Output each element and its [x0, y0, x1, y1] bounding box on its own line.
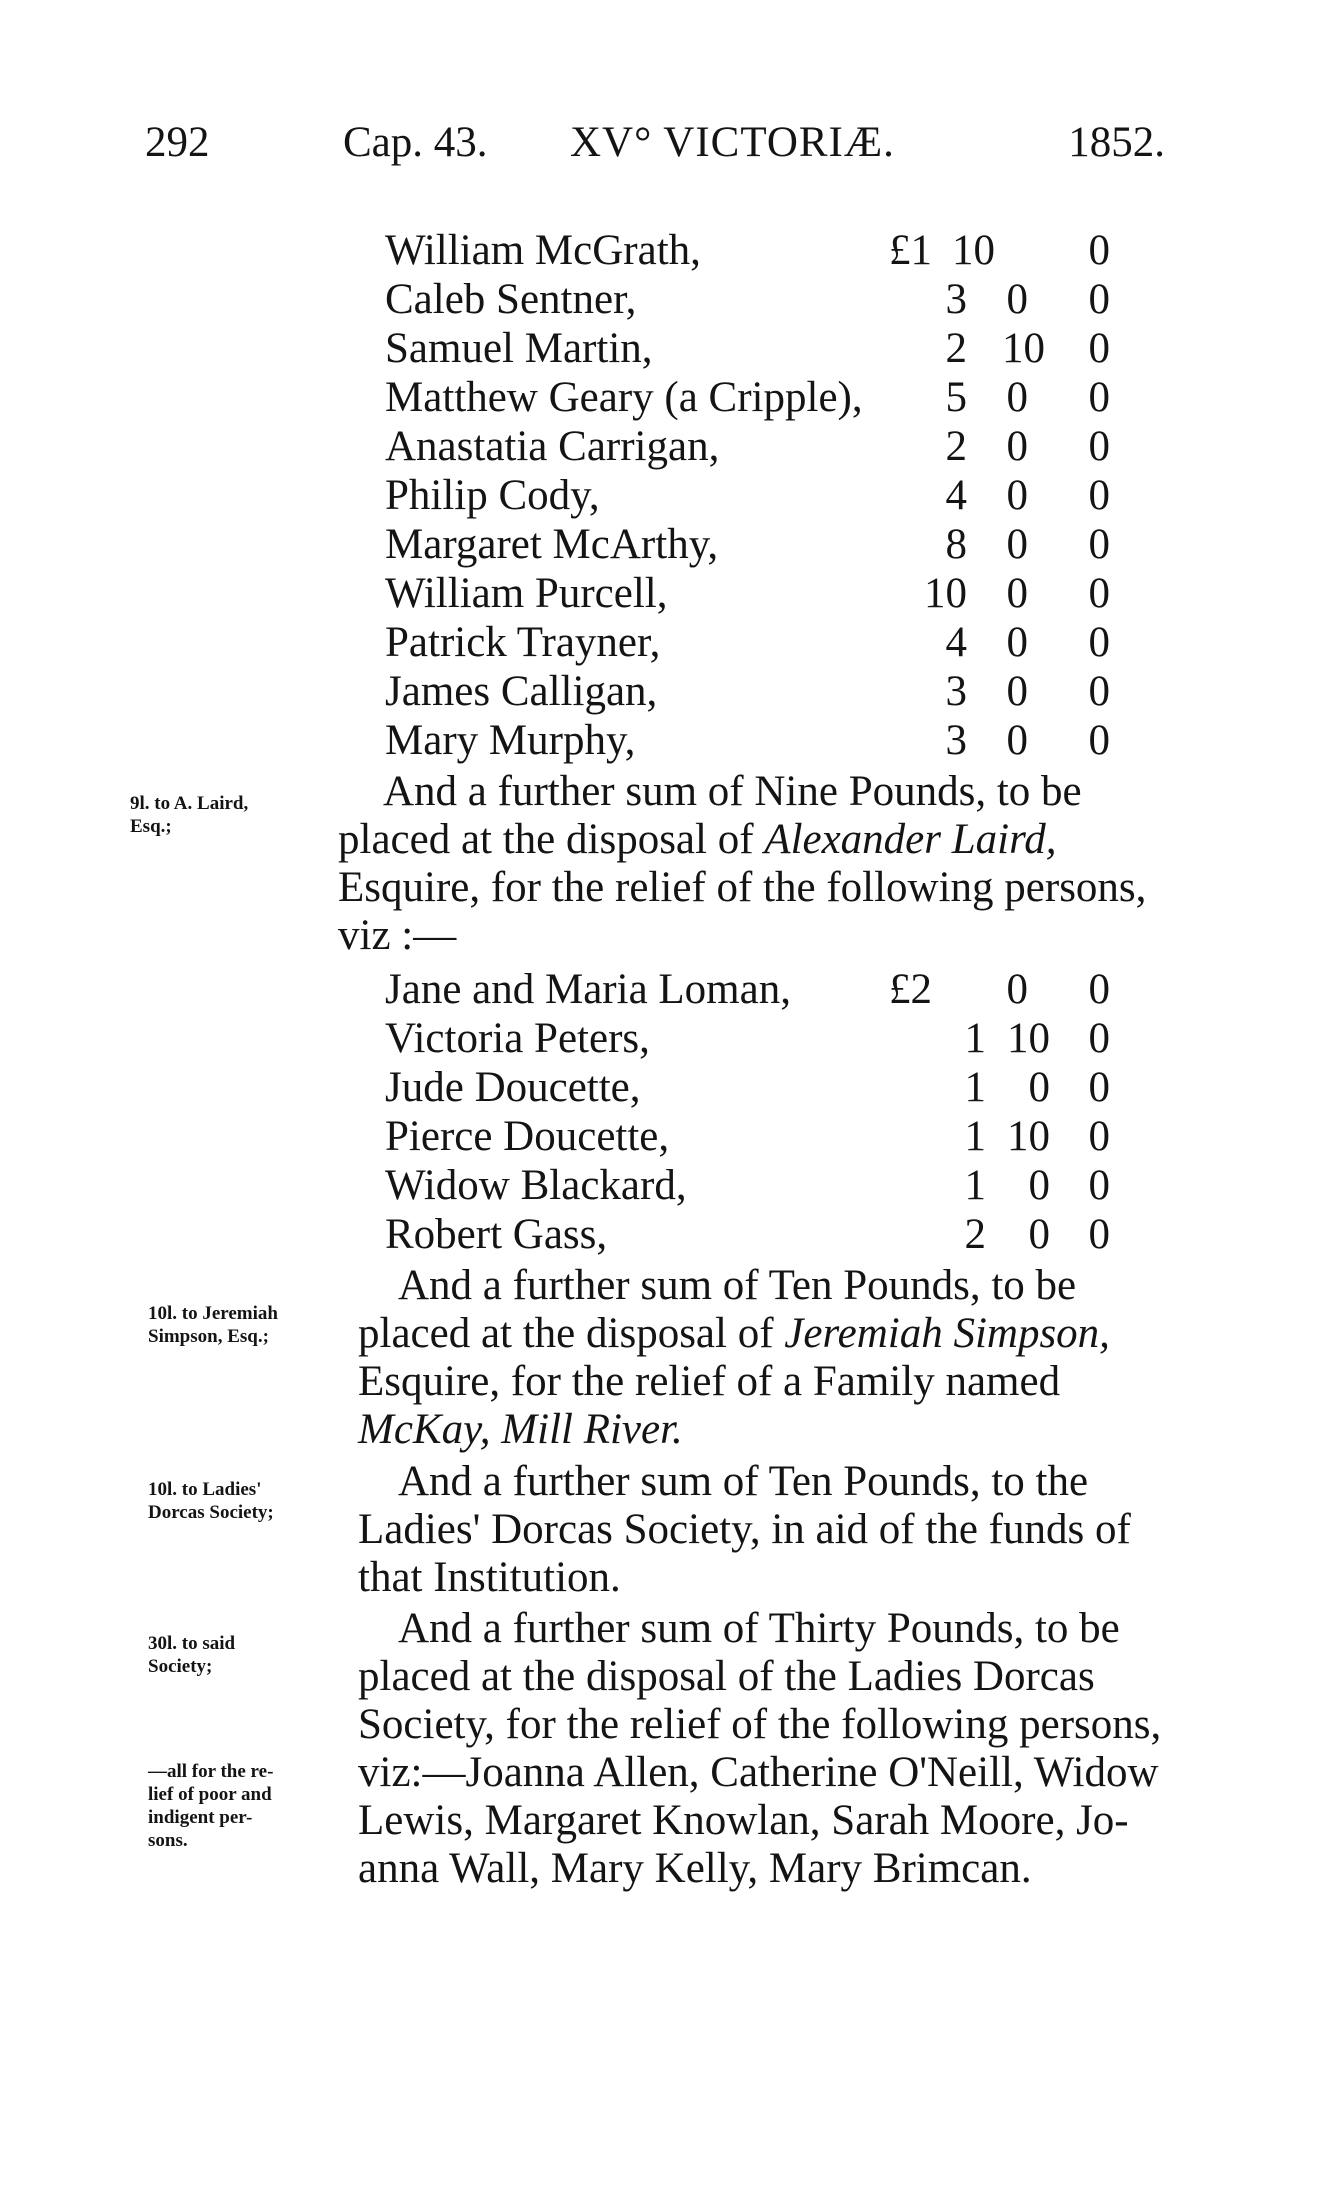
- grant-paragraph-dorcas: [358, 1458, 1158, 1602]
- amount-shillings: 0: [1028, 1162, 1050, 1209]
- amount-pounds: 1: [964, 1113, 986, 1160]
- paragraph-line: viz:—Joanna Allen, Catherine O'Neill, Widow: [358, 1749, 1159, 1796]
- paragraph-line: Society, for the relief of the following persons,: [358, 1701, 1162, 1748]
- paragraph-line: Esquire, for the relief of a Family named: [358, 1358, 1061, 1405]
- chapter-label: Cap. 43.: [343, 119, 488, 166]
- family-name-italic: McKay, Mill River.: [358, 1406, 683, 1453]
- paragraph-line: that Institution.: [358, 1554, 621, 1601]
- amount-pounds: 1: [964, 1162, 986, 1209]
- paragraph-line: Lewis, Margaret Knowlan, Sarah Moore, Jo-: [358, 1797, 1129, 1844]
- amount-pounds: 2: [945, 325, 967, 372]
- calendar-year: 1852.: [1068, 119, 1165, 166]
- paragraph-line: Esquire, for the relief of the following persons,: [338, 864, 1147, 911]
- paragraph-line: And a further sum of Thirty Pounds, to be: [398, 1605, 1120, 1652]
- amount-pounds: 4: [945, 472, 967, 519]
- amount-shillings: 0: [1006, 570, 1028, 617]
- recipient-name: William McGrath,: [385, 227, 701, 274]
- margin-note-simpson: [148, 1302, 278, 1348]
- recipient-name: Widow Blackard,: [385, 1162, 687, 1209]
- amount-pence: 0: [1088, 668, 1110, 715]
- paragraph-line: And a further sum of Ten Pounds, to be: [398, 1262, 1077, 1309]
- margin-note-line: Dorcas Society;: [148, 1502, 274, 1523]
- paragraph-line: [358, 1406, 1158, 1454]
- margin-note-line: Society;: [148, 1656, 213, 1677]
- margin-note-line: indigent per-: [148, 1807, 253, 1828]
- margin-note-line: 10l. to Jeremiah: [148, 1303, 278, 1324]
- amount-pence: 0: [1088, 570, 1110, 617]
- recipient-name: Caleb Sentner,: [385, 276, 637, 323]
- paragraph-line: Ladies' Dorcas Society, in aid of the funds of: [358, 1506, 1131, 1553]
- grant-paragraph-laird: [338, 768, 1158, 960]
- amount-pence: 0: [1088, 227, 1110, 274]
- margin-note-dorcas: [148, 1478, 274, 1524]
- amount-shillings: 0: [1006, 374, 1028, 421]
- amount-pounds: 3: [945, 717, 967, 764]
- amount-pounds: 4: [945, 619, 967, 666]
- recipient-name: Anastatia Carrigan,: [385, 423, 720, 470]
- recipient-name: Jude Doucette,: [385, 1064, 641, 1111]
- margin-note-line: lief of poor and: [148, 1784, 272, 1805]
- recipient-name: Matthew Geary (a Cripple),: [385, 374, 863, 421]
- amount-pence: 0: [1088, 423, 1110, 470]
- amount-pounds: £2: [889, 966, 932, 1013]
- amount-pounds: 8: [945, 521, 967, 568]
- amount-pence: 0: [1088, 325, 1110, 372]
- page-number: 292: [145, 119, 210, 166]
- amount-pence: 0: [1088, 619, 1110, 666]
- paragraph-line: And a further sum of Nine Pounds, to be: [383, 768, 1082, 815]
- recipient-name: Mary Murphy,: [385, 717, 636, 764]
- amount-shillings: 0: [1006, 472, 1028, 519]
- amount-shillings: 0: [1006, 668, 1028, 715]
- margin-note-line: Simpson, Esq.;: [148, 1326, 269, 1347]
- recipient-name: Jane and Maria Loman,: [385, 966, 791, 1013]
- amount-pence: 0: [1088, 966, 1110, 1013]
- amount-pounds: 1: [964, 1064, 986, 1111]
- amount-shillings: 0: [1006, 521, 1028, 568]
- amount-pounds: £1: [889, 227, 932, 274]
- amount-shillings: 0: [1006, 966, 1028, 1013]
- paragraph-line: viz :—: [338, 912, 457, 959]
- paragraph-line: placed at the disposal of the Ladies Dorcas: [358, 1653, 1095, 1700]
- amount-pence: 0: [1088, 374, 1110, 421]
- amount-shillings: 10: [952, 227, 995, 274]
- recipient-name: Samuel Martin,: [385, 325, 653, 372]
- amount-shillings: 0: [1006, 276, 1028, 323]
- running-header: [145, 118, 1165, 188]
- margin-note-line: —all for the re-: [148, 1761, 274, 1782]
- amount-pounds: 10: [924, 570, 967, 617]
- grant-paragraph-simpson: [358, 1262, 1158, 1454]
- regnal-year-label: XV° VICTORIÆ.: [570, 119, 895, 166]
- amount-pence: 0: [1088, 1064, 1110, 1111]
- amount-shillings: 0: [1028, 1064, 1050, 1111]
- paragraph-line: And a further sum of Ten Pounds, to the: [398, 1458, 1089, 1505]
- amount-pounds: 5: [945, 374, 967, 421]
- margin-note-poor-relief: [148, 1760, 273, 1852]
- amount-shillings: 10: [1002, 325, 1045, 372]
- recipient-name: Victoria Peters,: [385, 1015, 650, 1062]
- amount-shillings: 0: [1028, 1211, 1050, 1258]
- amount-pence: 0: [1088, 1162, 1110, 1209]
- margin-note-line: 9l. to A. Laird,: [130, 793, 249, 814]
- amount-shillings: 0: [1006, 717, 1028, 764]
- grant-paragraph-thirty-pounds: [358, 1605, 1162, 1893]
- recipient-name: Patrick Trayner,: [385, 619, 661, 666]
- recipient-name: Philip Cody,: [385, 472, 600, 519]
- amount-pence: 0: [1088, 1113, 1110, 1160]
- amount-shillings: 0: [1006, 423, 1028, 470]
- amount-pounds: 2: [964, 1211, 986, 1258]
- amount-pounds: 1: [964, 1015, 986, 1062]
- amount-pounds: 2: [945, 423, 967, 470]
- margin-note-said-society: [148, 1632, 235, 1678]
- paragraph-line: placed at the disposal of Jeremiah Simpson,: [358, 1310, 1110, 1357]
- margin-note-line: 30l. to said: [148, 1633, 236, 1654]
- margin-note-line: Esq.;: [130, 816, 172, 837]
- paragraph-line: anna Wall, Mary Kelly, Mary Brimcan.: [358, 1845, 1032, 1892]
- margin-note-line: sons.: [148, 1830, 188, 1851]
- amount-pounds: 3: [945, 276, 967, 323]
- amount-shillings: 0: [1006, 619, 1028, 666]
- person-name-italic: Jeremiah Simpson,: [784, 1310, 1110, 1357]
- amount-pence: 0: [1088, 717, 1110, 764]
- recipient-name: James Calligan,: [385, 668, 658, 715]
- amount-pence: 0: [1088, 472, 1110, 519]
- person-name-italic: Alexander Laird,: [764, 816, 1057, 863]
- amount-pence: 0: [1088, 276, 1110, 323]
- amount-pence: 0: [1088, 521, 1110, 568]
- amount-shillings: 10: [1007, 1015, 1050, 1062]
- margin-note-laird: [130, 792, 248, 838]
- margin-note-line: 10l. to Ladies': [148, 1479, 262, 1500]
- amount-pence: 0: [1088, 1211, 1110, 1258]
- recipient-name: William Purcell,: [385, 570, 668, 617]
- amount-pence: 0: [1088, 1015, 1110, 1062]
- amount-pounds: 3: [945, 668, 967, 715]
- recipient-name: Pierce Doucette,: [385, 1113, 670, 1160]
- amount-shillings: 10: [1007, 1113, 1050, 1160]
- recipient-name: Robert Gass,: [385, 1211, 608, 1258]
- paragraph-line: placed at the disposal of Alexander Laird,: [338, 816, 1057, 863]
- recipient-name: Margaret McArthy,: [385, 521, 719, 568]
